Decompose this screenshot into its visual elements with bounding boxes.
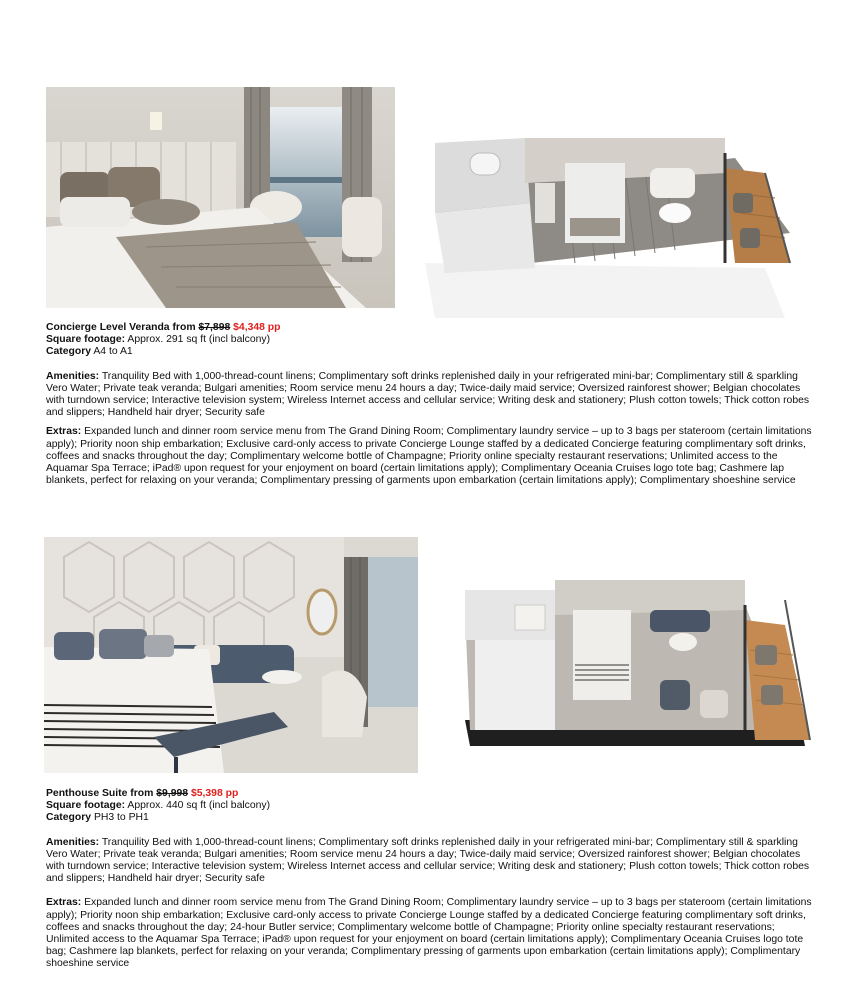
cabin-1-details <box>46 322 816 487</box>
cabin-1-extras: Extras: Expanded lunch and dinner room service menu from The Grand Dining Room; Complimentary laundry service – up to 3 bags per stateroom (certain limitations apply); Priority noon ship embarkation; Exclusive card-only access to private Concierge Lounge staffed by a dedicated Concierge featuring complimentary soft drinks, coffees and snacks throughout the day; Complimentary welcome bottle of Champagne; Priority online specialty restaurant reservations; Unlimited access to the Aquamar Spa Terrace; iPad® upon request for your enjoyment on board (certain limitations apply); Complimentary Oceania Cruises logo tote bag; Cashmere lap blankets, perfect for relaxing on your veranda; Complimentary pressing of garments upon embarkation (certain limitations apply); Complimentary shoeshine service <box>46 426 812 487</box>
cabin-1-amenities: Amenities: Tranquility Bed with 1,000-thread-count linens; Complimentary soft drinks replenished daily in your refrigerated mini-bar; Complimentary still & sparkling Vero Water; Private teak veranda; Bulgari amenities; Room service menu 24 hours a day; Twice-daily maid service; Oversized rainforest shower; Belgian chocolates with turndown service; Interactive television system; Wireless Internet access and cellular service; Writing desk and stationery; Plush cotton towels; Thick cotton robes and slippers; Handheld hair dryer; Security safe <box>46 370 810 419</box>
cabin-1-headline <box>46 322 816 334</box>
cabin-1-footage: Square footage: Approx. 291 sq ft (incl balcony) <box>46 334 271 346</box>
cabin-2-amenities: Amenities: Tranquility Bed with 1,000-thread-count linens; Complimentary soft drinks replenished daily in your refrigerated mini-bar; Complimentary still & sparkling Vero Water; Private teak veranda; Bulgari amenities; Room service menu 24 hours a day; Twice-daily maid service; Oversized rainforest shower; Belgian chocolates with turndown service; Interactive television system; Wireless Internet access and cellular service; Writing desk and stationery; Plush cotton towels; Thick cotton robes and slippers; Handheld hair dryer; Security safe <box>46 836 810 885</box>
cabin-2-name: Penthouse Suite from <box>46 788 154 799</box>
cabin-1-name: Concierge Level Veranda from <box>46 322 196 333</box>
cabin-2-details <box>46 788 816 971</box>
cabin-1-category: Category A4 to A1 <box>46 346 133 358</box>
veranda-stateroom-photo <box>46 87 395 308</box>
cabin-1-old-price: $7,898 <box>198 322 231 333</box>
cabin-2-footage: Square footage: Approx. 440 sq ft (incl balcony) <box>46 800 271 812</box>
cabin-1-new-price: $4,348 pp <box>233 322 281 333</box>
cabin-2-new-price: $5,398 pp <box>190 788 239 799</box>
penthouse-suite-photo <box>44 537 418 773</box>
cabin-2-extras: Extras: Expanded lunch and dinner room service menu from The Grand Dining Room; Complimentary laundry service – up to 3 bags per stateroom (certain limitations apply); Priority noon ship embarkation; Exclusive card-only access to private Concierge Lounge staffed by a dedicated Concierge featuring complimentary soft drinks, coffees and snacks throughout the day; 24-hour Butler service; Complimentary welcome bottle of Champagne; Priority online specialty restaurant reservations; Unlimited access to the Aquamar Spa Terrace; iPad® upon request for your enjoyment on board (certain limitations apply); Complimentary Oceania Cruises logo tote bag; Cashmere lap blankets, perfect for relaxing on your veranda; Complimentary pressing of garments upon embarkation (certain limitations apply); Complimentary shoeshine service <box>46 897 812 970</box>
cabin-2-old-price: $9,998 <box>156 788 189 799</box>
veranda-stateroom-floor-plan <box>405 83 815 318</box>
penthouse-suite-floor-plan <box>455 570 813 746</box>
cabin-2-headline <box>46 788 816 800</box>
cabin-2-category: Category PH3 to PH1 <box>46 812 149 824</box>
